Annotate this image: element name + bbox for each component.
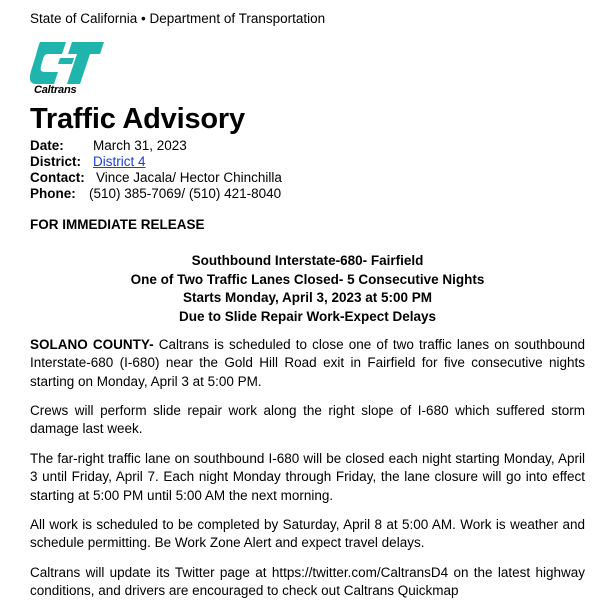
phone-row: Phone: (510) 385-7069/ (510) 421-8040: [30, 186, 282, 201]
district-link[interactable]: District 4: [93, 154, 146, 169]
paragraph-2: Crews will perform slide repair work along the right slope of I-680 which suffered storm damage last week.: [30, 403, 585, 437]
headline: [30, 252, 585, 326]
agency-line: State of California • Department of Transportation: [30, 11, 326, 26]
paragraph-1-text: Caltrans is scheduled to close one of two traffic lanes on southbound Interstate-680 (I-680) near the Gold Hill Road exit in Fairfield for five consecutive nights starting on Monday, April 3 at 5:00 PM.: [30, 337, 585, 389]
paragraph-1: [30, 336, 585, 391]
headline-line-2: One of Two Traffic Lanes Closed- 5 Consecutive Nights: [130, 271, 485, 287]
phone-label: Phone: [30, 186, 72, 201]
headline-line-3: Starts Monday, April 3, 2023 at 5:00 PM: [182, 290, 433, 306]
caltrans-wordmark: Caltrans: [34, 84, 77, 96]
phone-value: (510) 385-7069/ (510) 421-8040: [89, 186, 282, 201]
contact-row: Contact: Vince Jacala/ Hector Chinchilla: [30, 170, 282, 185]
location-lead: SOLANO COUNTY-: [30, 337, 154, 352]
date-value: March 31, 2023: [93, 138, 187, 153]
paragraph-3: The far-right traffic lane on southbound I-680 will be closed each night starting Monday, April 3 until Friday, April 7. Each night Monday through Friday, the lane closure will go into effect starting at 5:00 PM until 5:00 AM the next morning.: [30, 451, 585, 503]
paragraph-5: Caltrans will update its Twitter page at https://twitter.com/CaltransD4 on the latest highway conditions, and drivers are encouraged to check out Caltrans Quickmap: [30, 565, 585, 599]
headline-line-1: Southbound Interstate-680- Fairfield: [191, 253, 424, 268]
district-row: District: District 4: [30, 154, 146, 169]
date-row: Date: March 31, 2023: [30, 138, 187, 153]
date-label: Date: [30, 138, 60, 153]
caltrans-logo-icon: [30, 40, 108, 88]
paragraph-4: All work is scheduled to be completed by Saturday, April 8 at 5:00 AM. Work is weather and schedule permitting. Be Work Zone Alert and expect travel delays.: [30, 517, 585, 551]
release-note: FOR IMMEDIATE RELEASE: [30, 217, 205, 232]
contact-value: Vince Jacala/ Hector Chinchilla: [96, 170, 282, 185]
district-label: District: [30, 154, 77, 169]
headline-line-4: Due to Slide Repair Work-Expect Delays: [178, 308, 437, 324]
contact-label: Contact: [30, 170, 81, 185]
advisory-title: Traffic Advisory: [30, 103, 245, 135]
